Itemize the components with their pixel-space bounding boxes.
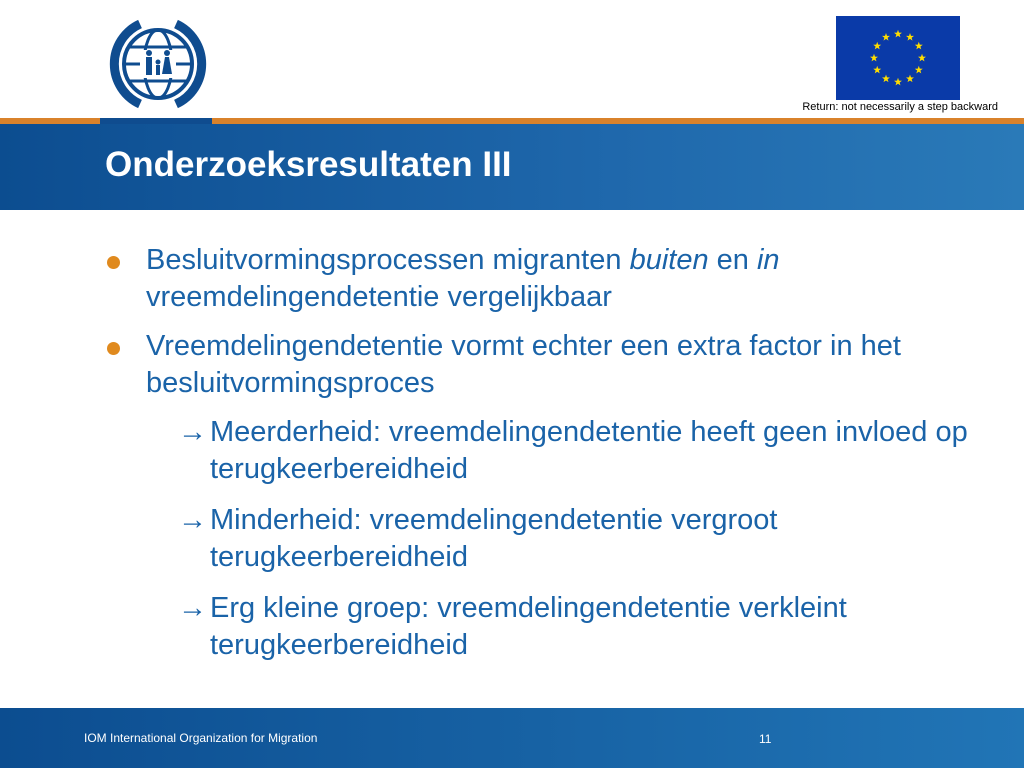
sub-bullet-item (100, 502, 970, 576)
arrow-icon: → (178, 504, 207, 536)
tagline: Return: not necessarily a step backward (802, 101, 998, 113)
bullet-text: Vreemdelingendetentie vormt echter een extra factor in het besluitvormingsproces (146, 330, 901, 399)
sub-bullet-text: Meerderheid: vreemdelingendetentie heeft geen invloed op terugkeerbereidheid (210, 416, 968, 485)
iom-logo-icon (100, 14, 216, 112)
sub-bullet-text: Minderheid: vreemdelingendetentie vergroot terugkeerbereidheid (210, 504, 778, 573)
footer-organization: IOM International Organization for Migration (84, 731, 318, 745)
sub-bullet-text: Erg kleine groep: vreemdelingendetentie verkleint terugkeerbereidheid (210, 592, 847, 661)
sub-bullet-item (100, 590, 970, 664)
eu-flag-icon (836, 16, 960, 100)
bullet-item (100, 242, 970, 316)
sub-bullet-item (100, 414, 970, 488)
bullet-text: Besluitvormingsprocessen migranten buiten en in vreemdelingendetentie vergelijkbaar (146, 244, 780, 313)
page-number: 11 (759, 732, 772, 746)
arrow-icon: → (178, 416, 207, 448)
slide-content (100, 242, 970, 678)
slide-title: Onderzoeksresultaten III (105, 145, 512, 184)
bullet-item (100, 328, 970, 402)
arrow-icon: → (178, 592, 207, 624)
bullet-dot-icon (107, 256, 120, 269)
bullet-dot-icon (107, 342, 120, 355)
